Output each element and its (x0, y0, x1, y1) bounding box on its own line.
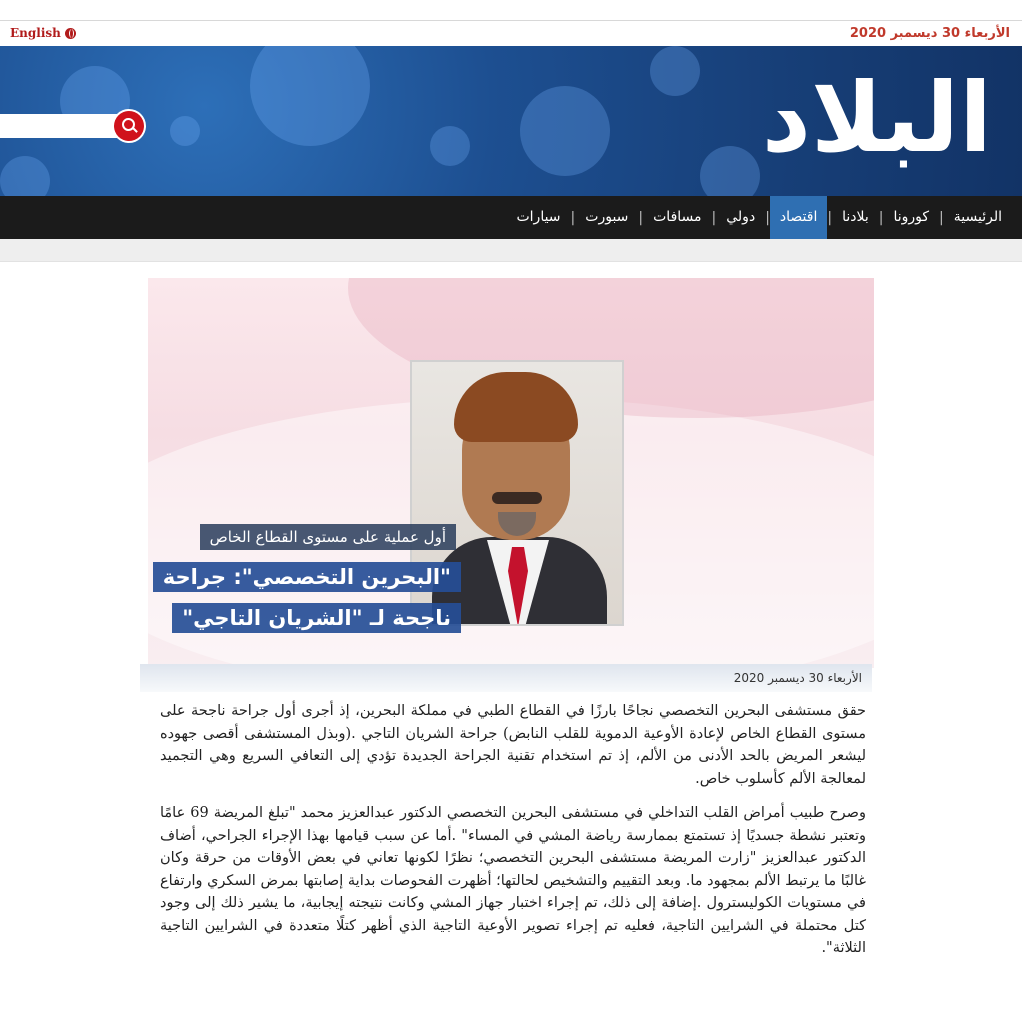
portrait-mustache (492, 492, 542, 504)
nav-item-cars[interactable]: سيارات (516, 209, 561, 225)
nav-item-distances[interactable]: مسافات (653, 209, 702, 225)
language-label[interactable]: English (10, 26, 61, 40)
decor-bubble (170, 116, 200, 146)
nav-separator: | (638, 209, 644, 226)
decor-bubble (650, 46, 700, 96)
article-headline-line-1: "البحرين التخصصي": جراحة (153, 562, 461, 592)
site-logo[interactable]: البلاد (761, 62, 992, 174)
main-nav (0, 196, 1022, 239)
nav-separator: | (878, 209, 884, 226)
article-body (160, 700, 866, 972)
article-headline-line-2: ناجحة لـ "الشريان التاجي" (172, 603, 461, 633)
decor-bubble (700, 146, 760, 196)
decor-bubble (520, 86, 610, 176)
nav-item-economy[interactable]: اقتصاد (770, 196, 827, 239)
nav-separator: | (570, 209, 576, 226)
nav-separator: | (939, 209, 944, 226)
search-button[interactable] (114, 111, 144, 141)
site-banner (0, 46, 1022, 196)
decor-bubble (0, 156, 50, 196)
article-date: الأربعاء 30 ديسمبر 2020 (733, 671, 862, 685)
globe-icon[interactable] (65, 28, 76, 39)
article-paragraph: حقق مستشفى البحرين التخصصي نجاحًا بارزًا في القطاع الطبي في مملكة البحرين، إذ أجرى أول جراحة ناجحة على مستوى القطاع الخاص لإعادة الأوعية الدموية للقلب النابض) جراحة الشريان التاجي .(وبذل المستشفى أقصى جهوده ليشعر المريض بالحد الأدنى من الألم، إذ تم استخدام تقنية الجراحة الجديدة تؤدي إلى التعافي السريع وهي التجميد لمعالجة الألم كأسلوب خاص. (160, 703, 866, 787)
nav-item-local[interactable]: بلادنا (842, 209, 869, 225)
article-date-bar (140, 664, 872, 692)
portrait-hair (454, 372, 578, 442)
top-bar (0, 20, 1022, 47)
nav-item-sport[interactable]: سبورت (585, 209, 629, 225)
decor-bubble (430, 126, 470, 166)
article-hero-image (148, 278, 874, 668)
article-paragraph: وصرح طبيب أمراض القلب التداخلي في مستشفى البحرين التخصصي الدكتور عبدالعزيز محمد "تبلغ المريضة 69 عامًا وتعتبر نشطة جسديًا إذ تستمتع بممارسة رياضة المشي في المساء" .أما عن سبب قيامها بهذا الإجراء الجراحي، أضاف الدكتور عبدالعزيز "زارت المريضة مستشفى البحرين التخصصي؛ نظرًا لكونها تعاني في بعض الأوقات من حرقة وكان غالبًا ما يرتبط الألم بمجهود ما. وبعد التقييم والتشخيص لحالتها؛ أظهرت الفحوصات بداية إصابتها بمرض السكري وارتفاع في مستويات الكوليسترول .إضافة إلى ذلك، تم إجراء اختبار جهاز المشي وكانت نتيجته إيجابية، ما يشير ذلك إلى وجود كتل محتملة في الشرايين التاجية، فعليه تم إجراء تصوير الأوعية التاجية الذي أظهر كتلًا متعددة في الشرايين التاجية الثلاثة". (160, 805, 866, 956)
nav-item-international[interactable]: دولي (726, 209, 756, 225)
nav-separator: | (711, 209, 717, 226)
language-switch[interactable] (10, 26, 76, 40)
nav-item-home[interactable]: الرئيسية (953, 209, 1002, 225)
nav-separator: | (765, 209, 770, 226)
article-kicker: أول عملية على مستوى القطاع الخاص (200, 524, 456, 550)
header-date: الأربعاء 30 ديسمبر 2020 (849, 26, 1010, 41)
nav-separator: | (827, 209, 833, 226)
nav-underline-strip (0, 239, 1022, 262)
nav-item-corona[interactable]: كورونا (893, 209, 930, 225)
decor-bubble (250, 46, 370, 146)
